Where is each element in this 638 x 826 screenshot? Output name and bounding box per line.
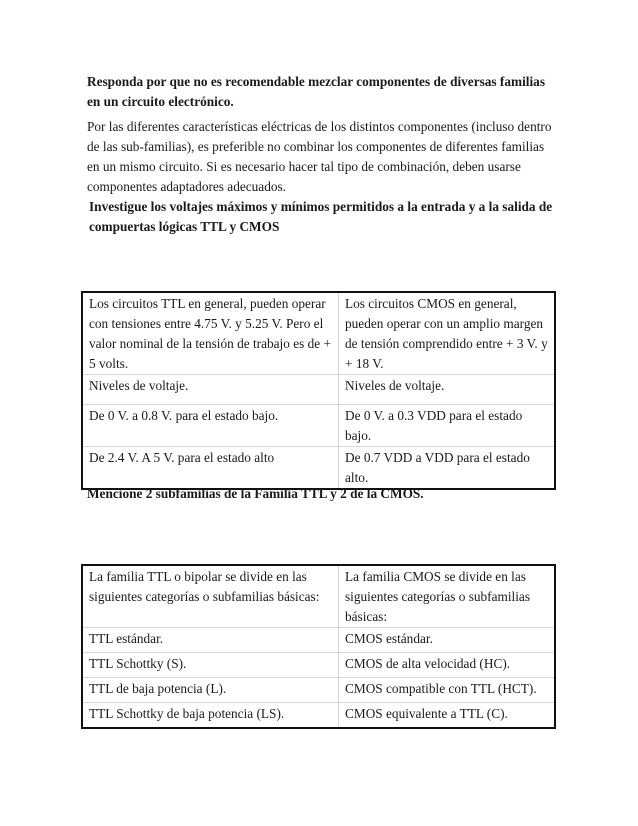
table-cell: TTL estándar. bbox=[82, 628, 339, 653]
table-cell: CMOS compatible con TTL (HCT). bbox=[339, 678, 556, 703]
subfamilies-table bbox=[81, 564, 556, 729]
table-cell: Niveles de voltaje. bbox=[339, 375, 556, 405]
question-1-title: Responda por que no es recomendable mezclar componentes de diversas familias en un circuito electrónico. bbox=[87, 74, 545, 109]
table-cell: La familia TTL o bipolar se divide en las siguientes categorías o subfamilias básicas: bbox=[89, 569, 320, 604]
table-row bbox=[82, 678, 555, 703]
question-2-title: Investigue los voltajes máximos y mínimos permitidos a la entrada y a la salida de compuertas lógicas TTL y CMOS bbox=[89, 199, 553, 234]
table-cell: De 0.7 VDD a VDD para el estado alto. bbox=[339, 447, 556, 490]
table-cell: La familia CMOS se divide en las siguientes categorías o subfamilias básicas: bbox=[339, 565, 556, 628]
table-cell: De 0 V. a 0.3 VDD para el estado bajo. bbox=[339, 405, 556, 447]
table-cell: CMOS estándar. bbox=[339, 628, 556, 653]
table-row bbox=[82, 447, 555, 490]
question-3-title: Mencione 2 subfamilias de la Familia TTL y 2 de la CMOS. bbox=[87, 486, 424, 501]
table-row bbox=[82, 653, 555, 678]
table-cell: CMOS equivalente a TTL (C). bbox=[339, 703, 556, 729]
table-row bbox=[82, 703, 555, 729]
table-cell: Niveles de voltaje. bbox=[82, 375, 339, 405]
table-cell: De 2.4 V. A 5 V. para el estado alto bbox=[82, 447, 339, 490]
table-row bbox=[82, 292, 555, 375]
table-cell: Los circuitos CMOS en general, pueden operar con un amplio margen de tensión comprendido entre + 3 V. y + 18 V. bbox=[339, 292, 556, 375]
table-row bbox=[82, 565, 555, 628]
voltage-levels-table bbox=[81, 291, 556, 490]
table-cell: TTL de baja potencia (L). bbox=[82, 678, 339, 703]
table-cell: De 0 V. a 0.8 V. para el estado bajo. bbox=[82, 405, 339, 447]
table-cell: CMOS de alta velocidad (HC). bbox=[339, 653, 556, 678]
table-row bbox=[82, 628, 555, 653]
table-cell: TTL Schottky de baja potencia (LS). bbox=[82, 703, 339, 729]
table-row bbox=[82, 405, 555, 447]
table-cell: Los circuitos TTL en general, pueden operar con tensiones entre 4.75 V. y 5.25 V. Pero el valor nominal de la tensión de trabajo es de + 5 volts. bbox=[89, 296, 331, 371]
question-1-answer: Por las diferentes características eléctricas de los distintos componentes (incluso dentro de las sub-familias), es preferible no combinar los componentes de diferentes familias en un mismo circuito. Si es necesario hacer tal tipo de combinación, deben usarse componentes adaptadores adecuados. bbox=[87, 119, 552, 194]
table-cell: TTL Schottky (S). bbox=[82, 653, 339, 678]
table-row bbox=[82, 375, 555, 405]
